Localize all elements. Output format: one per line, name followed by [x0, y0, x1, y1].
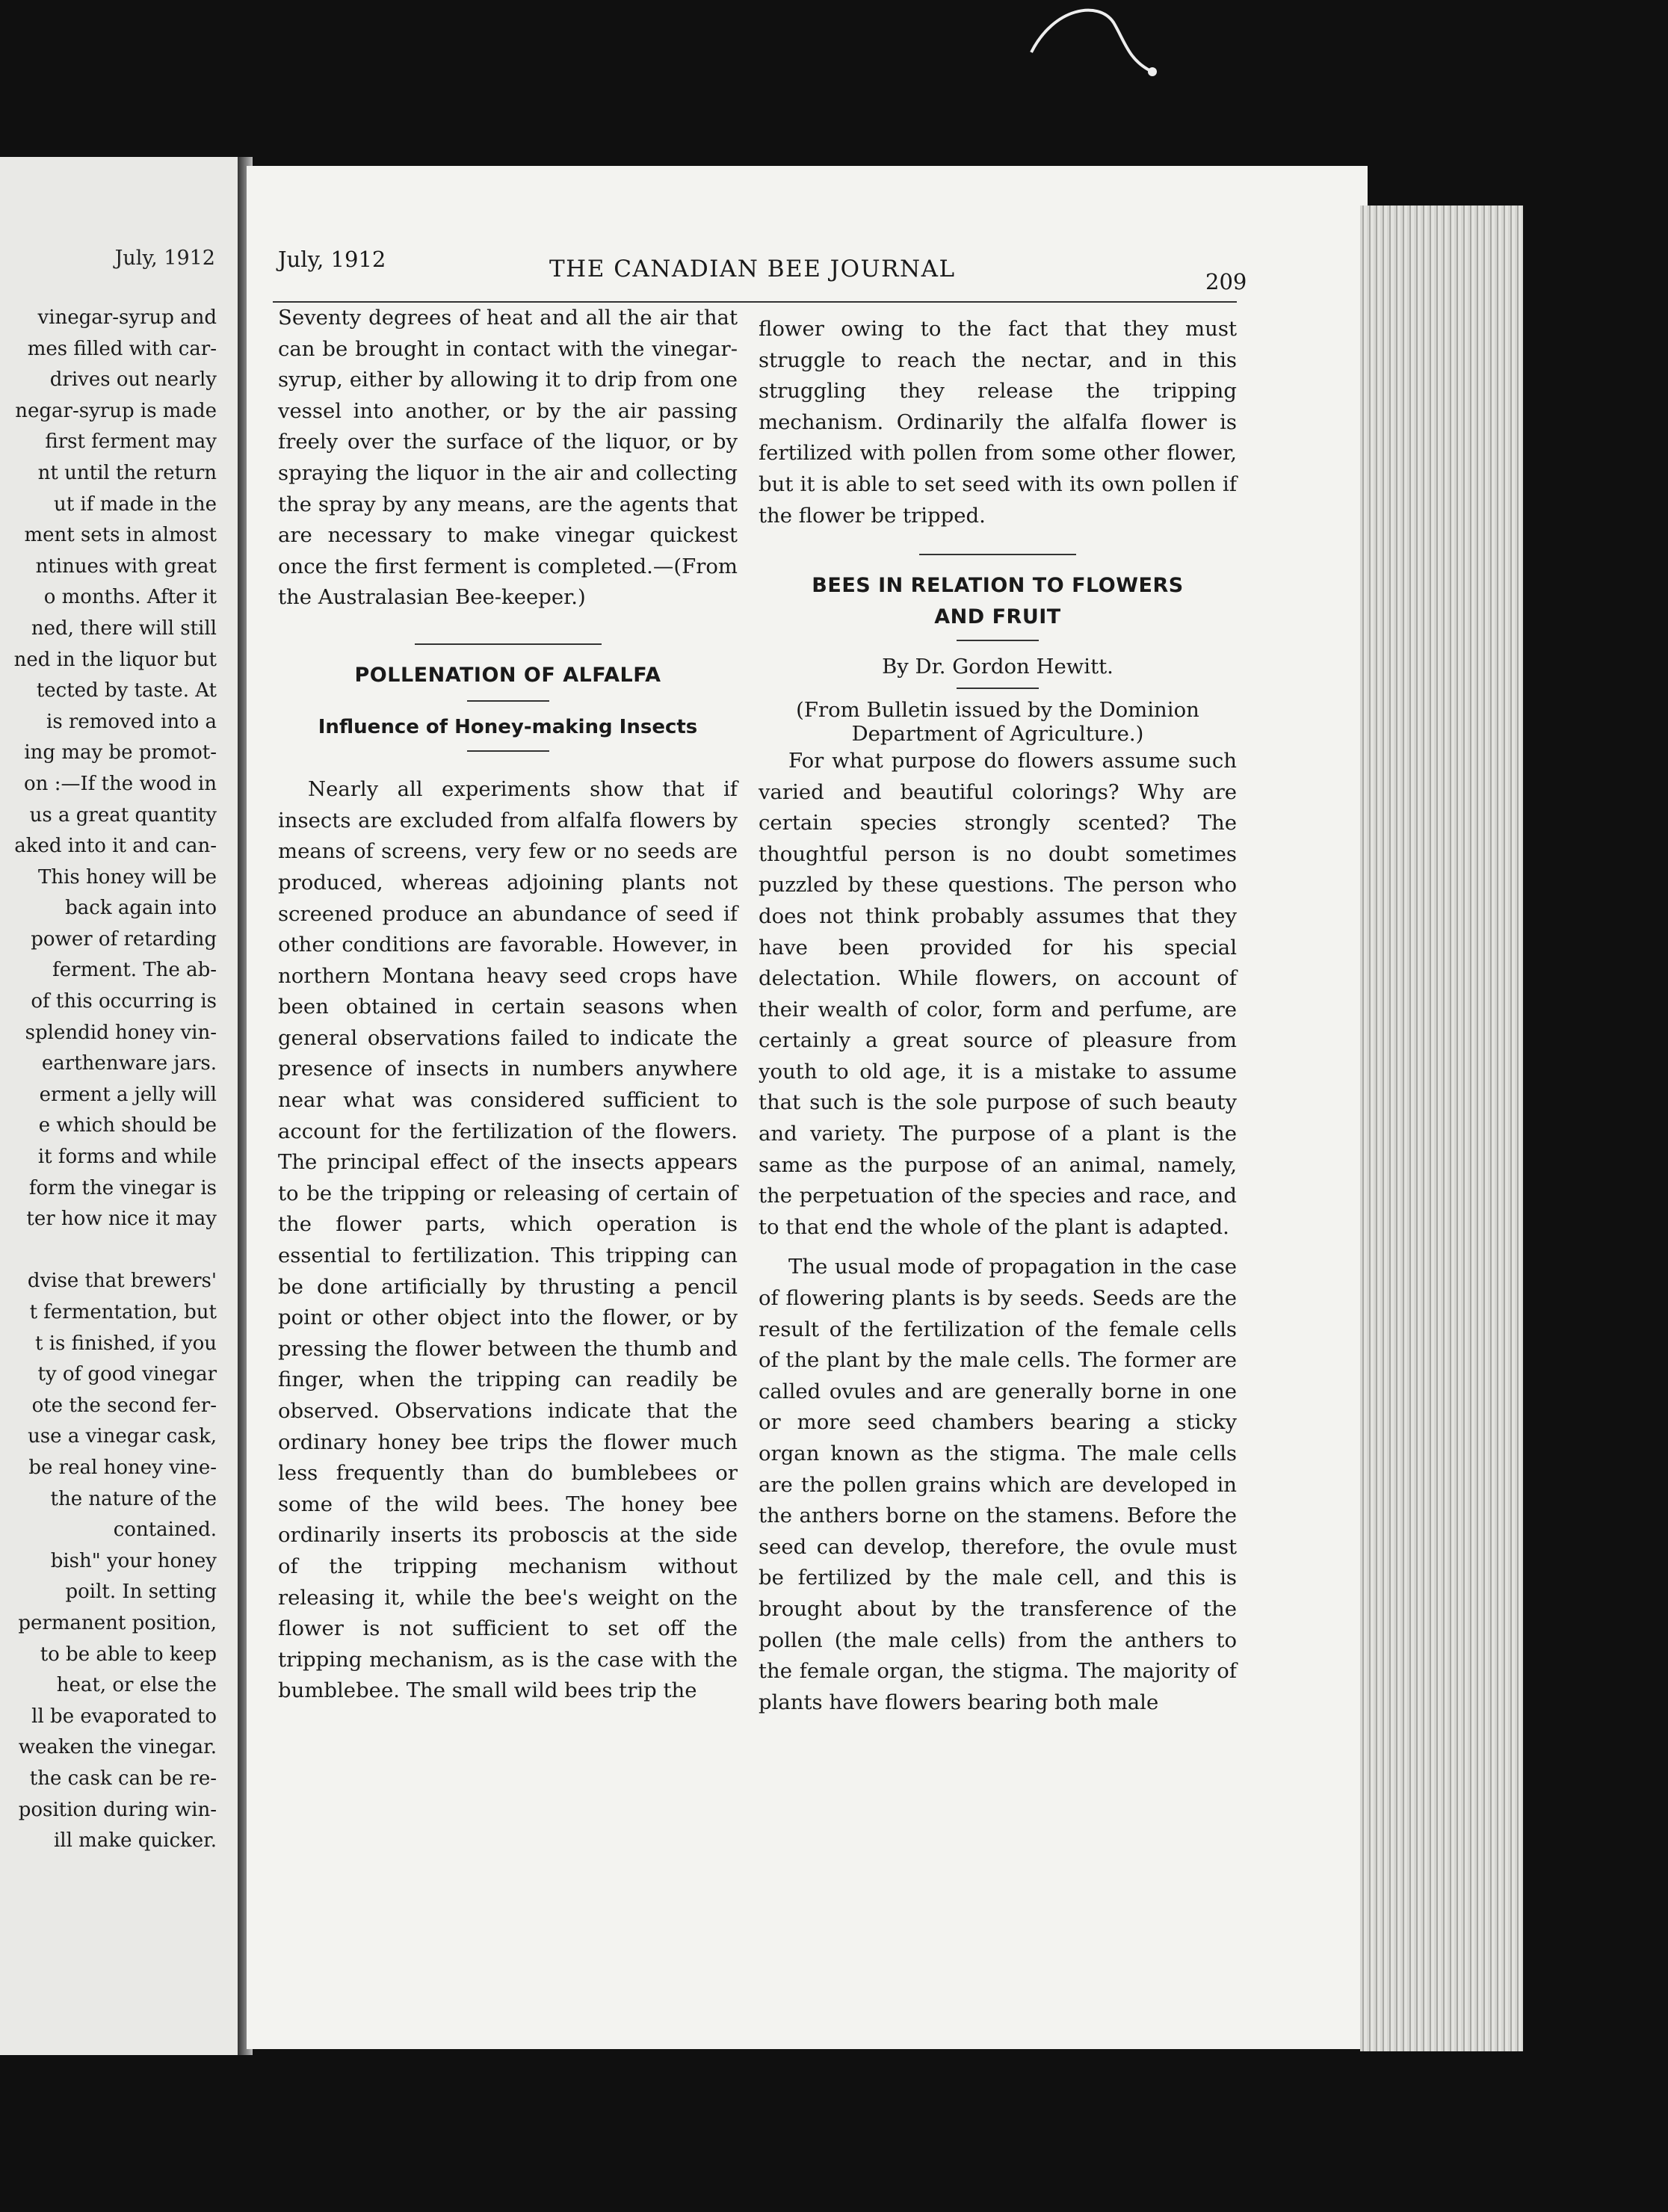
article-title-bees-line1: BEES IN RELATION TO FLOWERS [812, 574, 1184, 598]
subtitle-divider [467, 750, 549, 752]
left-page-line: of this occurring is [31, 990, 217, 1013]
bees-paragraph-1: For what purpose do flowers assume such varied and beautiful colorings? Why are certain species strongly scented? The thoughtful person is no doubt sometimes puzzled by these questions. The person who does not think probably assumes that they have been provided for his special delectation. While flowers, on account of their wealth of color, form and perfume, are certainly a great source of pleasure from youth to old age, it is a mistake to assume that such is the sole purpose of such beauty and variety. The purpose of a plant is the same as the purpose of an animal, namely, the perpetuation of the species and race, and to that end the whole of the plant is adapted. [759, 748, 1237, 1239]
left-page-line: ll be evaporated to [31, 1705, 217, 1728]
source-line-1: (From Bulletin issued by the Dominion [796, 697, 1199, 722]
left-page-line: splendid honey vin- [25, 1021, 217, 1044]
thread-mark [1024, 0, 1173, 82]
page-number: 209 [1205, 269, 1247, 294]
left-page-text [0, 303, 217, 1857]
vinegar-continuation: Seventy degrees of heat and all the air that can be brought in contact with the vinegar-syrup, either by allowing it to drip from one vessel into another, or by the air passing freely over the surface of the liquor, or by spraying the liquor in the air and collecting the spray by any means, are the agents that are necessary to make vinegar quickest once the first ferment is completed.—(From the Australasian Bee-keeper.) [278, 306, 738, 610]
left-page-line: o months. After it [43, 586, 217, 609]
left-page-line: power of retarding [31, 927, 217, 951]
left-page-line: the cask can be re- [29, 1767, 217, 1790]
left-page-line: weaken the vinegar. [18, 1736, 217, 1759]
left-page-line: dvise that brewers' [27, 1270, 217, 1293]
left-page-line: drives out nearly [49, 368, 217, 392]
left-page-line: poilt. In setting [65, 1581, 217, 1604]
left-page-line: heat, or else the [56, 1674, 217, 1697]
left-page-header: July, 1912 [114, 247, 215, 270]
left-page-line: position during win- [18, 1798, 217, 1821]
left-page-line: ment sets in almost [24, 524, 217, 547]
left-page-line: the nature of the [50, 1487, 217, 1510]
left-page-line: ferment. The ab- [52, 959, 217, 982]
left-page-line: erment a jelly will [39, 1083, 217, 1106]
title-divider [957, 640, 1039, 641]
byline: By Dr. Gordon Hewitt. [882, 655, 1113, 679]
left-page-line: contained. [113, 1519, 217, 1542]
left-page-line: negar-syrup is made [15, 399, 217, 422]
left-page-line: ned in the liquor but [13, 648, 217, 671]
left-page-line: ntinues with great [35, 554, 217, 578]
left-page-line: bish" your honey [50, 1549, 217, 1572]
left-page-line: This honey will be [38, 865, 217, 889]
left-page-line: tected by taste. At [36, 679, 217, 702]
left-page-line: ing may be promot- [24, 741, 217, 764]
left-page-line: ter how nice it may [26, 1208, 217, 1231]
left-page-line: us a great quantity [29, 803, 217, 827]
left-page-line: to be able to keep [40, 1643, 217, 1666]
bees-paragraph-2: The usual mode of propagation in the case of flowering plants is by seeds. Seeds are the result of the fertilization of the female cells of the plant by the male cells. The former are called ovules and are generally borne in one or more seed chambers bearing a sticky organ known as the stigma. The male cells are the pollen grains which are developed in the anthers borne on the stamens. Before the seed can develop, therefore, the ovule must be fertilized by the male cell, and this is brought about by the transference of the pollen (the male cells) from the anthers to the female organ, the stigma. The majority of plants have flowers bearing both male [759, 1255, 1237, 1714]
left-page-line: ty of good vinegar [37, 1363, 217, 1386]
pollenation-body: Nearly all experiments show that if insects are excluded from alfalfa flowers by means of screens, very few or no seeds are produced, whereas adjoining plants not screened produce an abundance of seed if other conditions are favorable. However, in northern Montana heavy seed crops have been obtained in certain seasons when general observations failed to indicate the presence of insects in numbers anywhere near what was considered sufficient to account for the fertilization of the flowers. The principal effect of the insects appears to be the tripping or releasing of certain of the flower parts, which operation is essential to fertilization. This tripping can be done artificially by thrusting a pencil point or other object into the flower, or by pressing the flower between the thumb and finger, when the tripping can readily be observed. Observations indicate that the ordinary honey bee trips the flower much less frequently than do bumblebees or some of the wild bees. The honey bee ordinarily inserts its proboscis at the side of the tripping mechanism without releasing it, while the bee's weight on the flower is not sufficient to set off the tripping mechanism, as is the case with the bumblebee. The small wild bees trip the [278, 777, 738, 1703]
left-page-line: ote the second fer- [31, 1394, 217, 1417]
byline-divider [957, 688, 1039, 689]
left-page-line: t is finished, if you [35, 1332, 217, 1355]
left-page-line: on :—If the wood in [24, 772, 217, 795]
left-page-line: e which should be [38, 1114, 217, 1137]
alfalfa-continuation: flower owing to the fact that they must struggle to reach the nectar, and in this struggling they release the tripping mechanism. Ordinarily the alfalfa flower is fertilized with pollen from some other flower, but it is able to set seed with its own pollen if the flower be tripped. [759, 317, 1237, 528]
left-page-line: earthenware jars. [41, 1052, 217, 1075]
article-subtitle: Influence of Honey-making Insects [318, 715, 698, 738]
article-title-bees-line2: AND FRUIT [934, 605, 1061, 628]
left-page-line: aked into it and can- [14, 835, 217, 858]
left-page-line: nt until the return [37, 461, 217, 484]
header-date: July, 1912 [278, 247, 386, 272]
article-title-pollenation: POLLENATION OF ALFALFA [354, 663, 661, 687]
page-edges [1360, 206, 1523, 2051]
left-page-line: back again into [65, 897, 217, 920]
left-page-line [0, 1235, 217, 1267]
column-left [278, 303, 738, 1707]
journal-title: THE CANADIAN BEE JOURNAL [549, 256, 956, 282]
left-page-line: form the vinegar is [28, 1176, 217, 1199]
left-page-line: be real honey vine- [28, 1456, 217, 1479]
left-page-line: ill make quicker. [53, 1829, 217, 1853]
left-page-line: it forms and while [37, 1146, 217, 1169]
section-divider [415, 643, 602, 645]
left-page-line: use a vinegar cask, [28, 1425, 217, 1448]
left-page-line: permanent position, [18, 1611, 217, 1634]
left-page-line: ned, there will still [31, 617, 217, 640]
left-page-line: mes filled with car- [27, 337, 217, 360]
source-line-2: Department of Agriculture.) [851, 721, 1144, 746]
left-page-line: first ferment may [45, 430, 217, 454]
left-page-line: vinegar-syrup and [37, 306, 217, 329]
column-right [759, 314, 1237, 1718]
left-page [0, 157, 242, 2055]
section-divider [919, 554, 1076, 555]
left-page-line: t fermentation, but [29, 1301, 217, 1323]
title-divider [467, 700, 549, 702]
left-page-line: is removed into a [46, 710, 217, 733]
left-page-line: ut if made in the [53, 492, 217, 516]
